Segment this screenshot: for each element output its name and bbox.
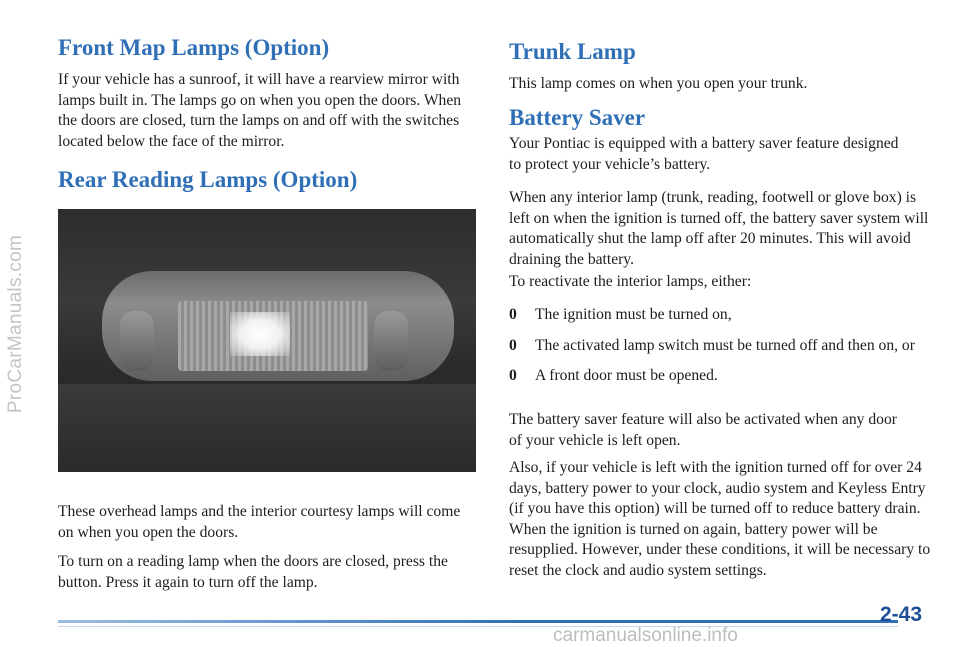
- front-map-lamps-body: If your vehicle has a sunroof, it will have a rearview mirror with lamps built in. The lamps go on when you open the doors. When the doors are closed, turn the lamps on and off with the switches located below the face of the mirror.: [58, 71, 462, 150]
- headliner-shadow: [58, 384, 476, 472]
- battery-saver-para-1: Your Pontiac is equipped with a battery saver feature designed to protect your vehicle’s battery.: [509, 135, 899, 173]
- bullet-marker: 0: [509, 336, 517, 354]
- rear-reading-lamps-heading: Rear Reading Lamps (Option): [58, 167, 358, 192]
- side-watermark-text: ProCarManuals.com: [5, 234, 26, 413]
- list-item-text: The activated lamp switch must be turned off and then on, or: [535, 336, 915, 354]
- left-reading-lamp-button: [120, 311, 154, 371]
- lamp-glow: [230, 312, 290, 356]
- footer-rule: [58, 620, 898, 623]
- page-number: 2-43: [879, 603, 922, 626]
- list-item: [509, 336, 934, 357]
- trunk-lamp-body: This lamp comes on when you open your trunk.: [509, 75, 808, 92]
- trunk-lamp-heading: Trunk Lamp: [509, 39, 636, 64]
- side-watermark: [2, 0, 30, 647]
- battery-saver-para-4: The battery saver feature will also be activated when any door of your vehicle is left open.: [509, 411, 897, 449]
- right-reading-lamp-button: [374, 311, 408, 371]
- battery-saver-heading: Battery Saver: [509, 105, 646, 130]
- bullet-marker: 0: [509, 306, 517, 323]
- list-item-text: The ignition must be turned on,: [535, 306, 732, 323]
- front-map-lamps-heading: Front Map Lamps (Option): [58, 35, 330, 60]
- rear-reading-lamps-para-2: To turn on a reading lamp when the doors are closed, press the button. Press it again to turn off the lamp.: [58, 553, 448, 591]
- list-item: [509, 366, 934, 387]
- list-item-text: A front door must be opened.: [535, 367, 718, 384]
- overhead-lamp-photo: [58, 209, 476, 472]
- battery-saver-para-2: When any interior lamp (trunk, reading, footwell or glove box) is left on when the ignition is turned off, the battery saver system will automatically shut the lamp off after 20 minutes. This will avoid draining the battery.: [509, 189, 929, 268]
- list-item: [509, 305, 934, 326]
- rear-reading-lamps-para-1: These overhead lamps and the interior courtesy lamps will come on when you open the doors.: [58, 503, 461, 541]
- footer-rule-thin: [58, 626, 898, 627]
- bottom-watermark: carmanualsonline.info: [553, 625, 738, 646]
- bullet-marker: 0: [509, 367, 517, 384]
- battery-saver-para-3: To reactivate the interior lamps, either:: [509, 273, 752, 290]
- reactivation-list: [509, 305, 934, 387]
- battery-saver-para-5: Also, if your vehicle is left with the ignition turned off for over 24 days, battery power to your clock, audio system and Keyless Entry (if you have this option) will be turned off to reduce battery drain. When the ignition is turned on again, battery power will be resupplied. However, under these conditions, it will be necessary to reset the clock and audio system settings.: [509, 459, 931, 579]
